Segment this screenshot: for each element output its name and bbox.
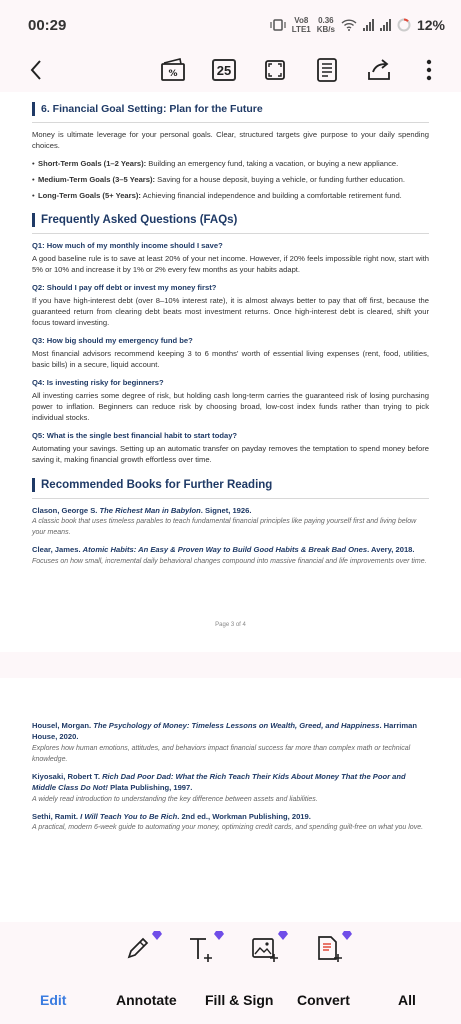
premium-diamond-icon [278,930,288,940]
tab-annotate[interactable]: Annotate [116,992,177,1008]
premium-diamond-icon [342,930,352,940]
tab-all[interactable]: All [398,992,416,1008]
faq-answer: Most financial advisors recommend keeping 3 to 6 months' worth of essential living expenses (rent, food, utilities, basic bills) in a secure, liquid account. [32,348,429,370]
book-citation: Housel, Morgan. The Psychology of Money: Timeless Lessons on Wealth, Greed, and Happiness. Harriman House, 2020. [32,721,417,742]
chevron-left-icon [29,59,43,81]
premium-diamond-icon [214,930,224,940]
faq-question: Q1: How much of my monthly income should I save? [32,240,223,250]
more-vertical-icon [426,59,432,81]
faq-answer: All investing carries some degree of risk, but holding cash long-term carries the guaranteed risk of losing purchasing power to inflation. Beginners can reduce risk by choosing broad, low-cost index funds rather than trying to pick individual stocks. [32,390,429,423]
premium-diamond-icon [152,930,162,940]
more-menu-button[interactable] [414,55,444,85]
add-image-icon [250,934,280,964]
status-bar [0,0,461,50]
add-text-button[interactable] [186,934,218,966]
books-heading: Recommended Books for Further Reading [32,478,429,492]
section6-intro: Money is ultimate leverage for your personal goals. Clear, structured targets give purpose to your daily spending choices. [32,130,429,151]
page-jump-button[interactable] [209,55,239,85]
status-time: 00:29 [28,16,67,34]
share-icon [366,58,392,82]
list-item: • Medium-Term Goals (3–5 Years): Saving for a house deposit, buying a vehicle, or funding further education. [32,174,429,185]
pen-icon [124,934,152,962]
share-button[interactable] [364,55,394,85]
back-button[interactable] [22,56,50,84]
book-citation: Kiyosaki, Robert T. Rich Dad Poor Dad: What the Rich Teach Their Kids About Money That the Poor and Middle Class Do Not! Plata Publishing, 1997. [32,771,406,793]
book-description: A classic book that uses timeless parables to teach fundamental financial principles like paying yourself first and living below your means. [32,518,417,537]
signal-icon-2 [380,19,391,31]
add-page-icon [314,934,344,964]
faq-answer: A good baseline rule is to save at least 20% of your net income. However, if 20% feels impossible right now, start with 5% or 10% and increase it by 1% or 2% every few months as your habits adapt. [32,253,429,275]
section-divider [32,233,429,234]
section6-heading: 6. Financial Goal Setting: Plan for the Future [32,102,429,116]
battery-percent: 12% [416,17,445,33]
book-citation: Clason, George S. The Richest Man in Babylon. Signet, 1926. [32,505,252,515]
list-item: • Long-Term Goals (5+ Years): Achieving financial independence and building a comfortable retirement fund. [32,190,429,201]
bottom-tab-bar [0,978,461,1024]
document-page-4 [0,678,461,923]
add-text-icon [186,934,216,964]
page-footer: Page 3 of 4 [215,622,246,628]
network-speed: 0.36 KB/s [316,16,335,34]
book-description: Focuses on how small, incremental daily behavioral changes compound into massive financial and life improvements over time. [32,557,427,565]
fullscreen-button[interactable] [260,55,290,85]
wifi-icon [341,19,357,31]
page-number-box: 25 [212,59,236,81]
network-type: Vo8 LTE1 [291,16,311,34]
discount-button[interactable] [158,55,188,85]
section-divider [32,498,429,499]
add-page-button[interactable] [314,934,346,966]
faq-question: Q3: How big should my emergency fund be? [32,335,193,345]
book-description: A practical, modern 6-week guide to automating your money, optimizing credit cards, and spending guilt-free on what you love. [32,824,424,832]
tab-convert[interactable]: Convert [297,992,350,1008]
edit-tools-bar [0,922,461,978]
book-citation: Sethi, Ramit. I Will Teach You to Be Rich. 2nd ed., Workman Publishing, 2019. [32,811,311,821]
document-page-3 [0,92,461,652]
battery-ring-icon [397,18,411,32]
faq-heading: Frequently Asked Questions (FAQs) [32,213,429,227]
add-image-button[interactable] [250,934,282,966]
faq-question: Q5: What is the single best financial habit to start today? [32,430,238,440]
book-description: A widely read introduction to understanding the key difference between assets and liabilities. [32,795,318,803]
section-divider [32,122,429,123]
book-citation: Clear, James. Atomic Habits: An Easy & Proven Way to Build Good Habits & Break Bad Ones. Avery, 2018. [32,545,415,555]
svg-text:%: % [168,69,178,79]
document-view-icon [316,57,338,83]
book-description: Explores how human emotions, attitudes, and behaviors impact financial success far more than complex math or technical knowledge. [32,744,411,763]
goals-list [32,158,429,201]
discount-ticket-icon [159,57,187,83]
list-item: • Short-Term Goals (1–2 Years): Building an emergency fund, taking a vacation, or buying a new appliance. [32,158,429,169]
edit-pen-button[interactable] [124,934,156,966]
faq-question: Q4: Is investing risky for beginners? [32,377,164,387]
fit-screen-icon [263,58,287,82]
tab-edit[interactable]: Edit [40,992,67,1008]
faq-answer: Automating your savings. Setting up an automatic transfer on payday removes the temptation to spend money before saving it, making financial growth effortless over time. [32,443,429,465]
faq-question: Q2: Should I pay off debt or invest my money first? [32,282,217,292]
vibrate-icon [270,19,286,31]
reader-mode-button[interactable] [312,55,342,85]
signal-icon [363,19,374,31]
top-toolbar [0,50,461,90]
tab-fill-sign[interactable]: Fill & Sign [205,992,274,1008]
faq-answer: If you have high-interest debt (over 8–10% interest rate), it is almost always better to pay that off first, because the guaranteed return from clearing debt beats most investment returns. Once high-interest debt is cleared, shift your focus toward investing. [32,295,429,328]
